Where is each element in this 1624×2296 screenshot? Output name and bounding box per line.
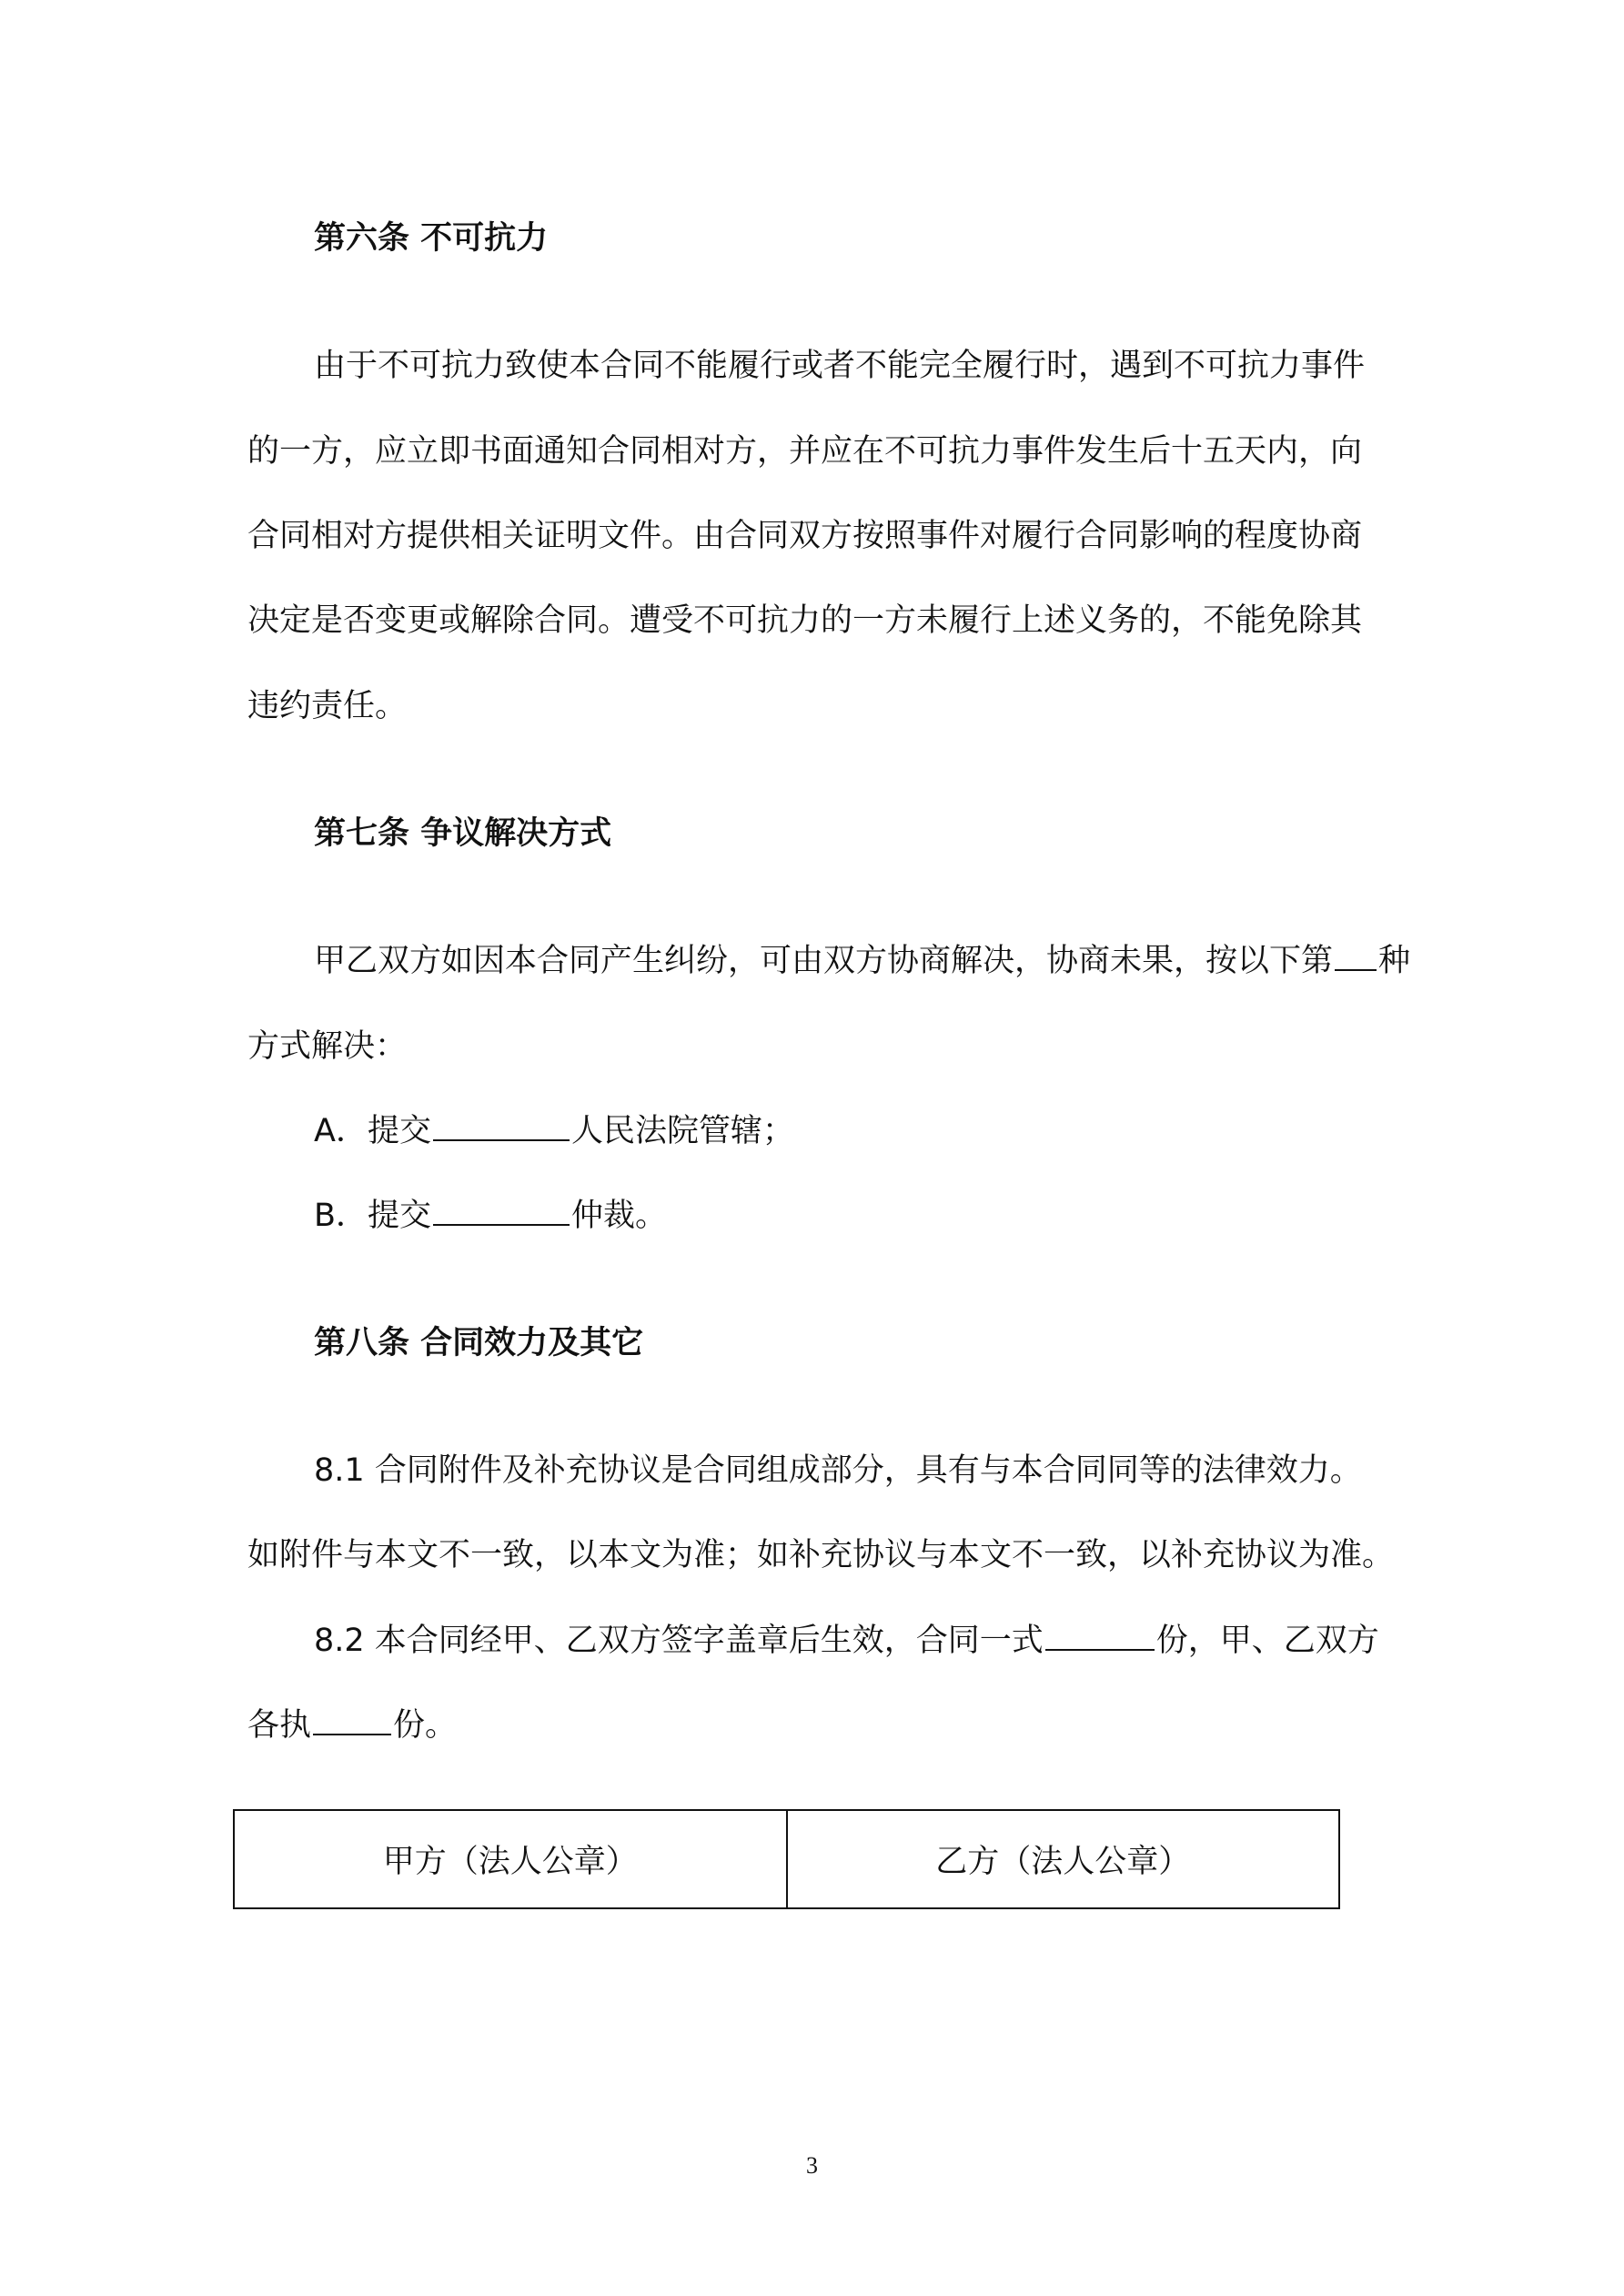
page-number: 3 xyxy=(806,2152,818,2179)
option-b-label: B．提交 xyxy=(314,1198,432,1234)
article-6-line-3: 合同相对方提供相关证明文件。由合同双方按照事件对履行合同影响的程度协商 xyxy=(247,518,1363,554)
article-7-line-2: 方式解决： xyxy=(247,1028,408,1065)
option-a-label: A．提交 xyxy=(314,1113,431,1149)
option-b-text: 仲裁。 xyxy=(571,1198,668,1234)
article-8-heading: 第八条 合同效力及其它 xyxy=(314,1325,644,1361)
method-number-blank[interactable] xyxy=(1335,940,1377,971)
court-name-blank[interactable] xyxy=(433,1110,570,1141)
option-a xyxy=(314,1109,794,1153)
clause-8-2-suffix: 份，甲、乙双方 xyxy=(1155,1623,1379,1659)
clause-8-2-line-2-suffix: 份。 xyxy=(393,1707,458,1744)
clause-8-1-line-1: 8.1 合同附件及补充协议是合同组成部分，具有与本合同同等的法律效力。 xyxy=(314,1452,1362,1489)
article-6-line-1: 由于不可抗力致使本合同不能履行或者不能完全履行时，遇到不可抗力事件 xyxy=(314,348,1366,384)
party-a-seal-cell: 甲方（法人公章） xyxy=(382,1844,638,1880)
clause-8-2-line-2-text: 各执 xyxy=(247,1707,312,1744)
article-6-line-5: 违约责任。 xyxy=(247,688,408,724)
article-7-line-1 xyxy=(314,939,1410,983)
option-b xyxy=(314,1194,667,1238)
signature-table xyxy=(233,1809,1340,1909)
article-7-line-1-text: 甲乙双方如因本合同产生纠纷，可由双方协商解决，协商未果，按以下第 xyxy=(314,943,1334,979)
clause-8-2-line-2 xyxy=(247,1704,457,1747)
article-7-line-1-suffix: 种 xyxy=(1378,943,1411,979)
clause-8-1-line-2: 如附件与本文不一致，以本文为准；如补充协议与本文不一致，以补充协议为准。 xyxy=(247,1537,1395,1573)
clause-8-2-text: 8.2 本合同经甲、乙双方签字盖章后生效，合同一式 xyxy=(314,1623,1044,1659)
article-6-line-2: 的一方，应立即书面通知合同相对方，并应在不可抗力事件发生后十五天内，向 xyxy=(247,433,1363,470)
copies-each-blank[interactable] xyxy=(313,1704,391,1735)
copies-total-blank[interactable] xyxy=(1045,1620,1155,1651)
article-6-line-4: 决定是否变更或解除合同。遭受不可抗力的一方未履行上述义务的，不能免除其 xyxy=(247,602,1363,639)
option-a-text: 人民法院管辖； xyxy=(570,1113,794,1149)
arbitration-body-blank[interactable] xyxy=(433,1195,570,1226)
article-6-heading: 第六条 不可抗力 xyxy=(314,220,549,257)
clause-8-2-line-1 xyxy=(314,1619,1379,1663)
party-b-seal-cell: 乙方（法人公章） xyxy=(786,1811,1339,1907)
article-7-heading: 第七条 争议解决方式 xyxy=(314,815,612,852)
